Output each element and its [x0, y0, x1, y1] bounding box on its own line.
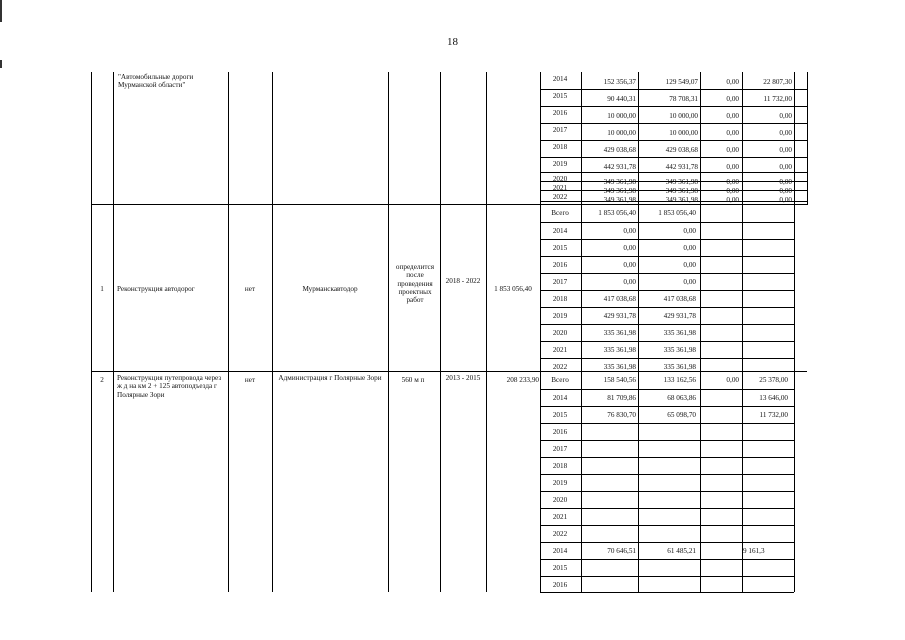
customer-cell: Администрация г Полярные Зори [278, 374, 382, 382]
total-cell: 349 361,98 [603, 196, 636, 204]
year-cell: 2018 [552, 143, 568, 151]
regional-cell: 129 549,07 [665, 78, 698, 86]
total-cell: 76 830,70 [607, 411, 636, 419]
total-cell: 0,00 [623, 278, 636, 286]
row-number: 2 [100, 376, 104, 384]
year-cell: 2020 [552, 175, 568, 183]
regional-cell: 10 000,00 [669, 112, 698, 120]
year-cell: 2022 [552, 193, 568, 201]
grid-hline [540, 559, 794, 560]
year-cell: 2016 [552, 109, 568, 117]
total-cell: 429 038,68 [603, 146, 636, 154]
year-cell: Всего [551, 209, 569, 217]
year-cell: 2017 [552, 445, 568, 453]
grid-vline [228, 72, 229, 592]
other-cell: 13 646,00 [759, 394, 788, 402]
federal-cell: 0,00 [726, 178, 739, 186]
object-name: Реконструкция путепровода через ж д на км 2 + 125 автоподъезда г Полярные Зори [117, 374, 222, 399]
grid-hline [540, 222, 794, 223]
grid-hline [540, 542, 794, 543]
regional-cell: 65 098,70 [667, 411, 696, 419]
regional-cell: 429 038,68 [665, 146, 698, 154]
year-cell: 2015 [552, 92, 568, 100]
year-cell: 2016 [552, 261, 568, 269]
regional-cell: 335 361,98 [663, 329, 696, 337]
grid-hline [540, 406, 794, 407]
regional-cell: 10 000,00 [669, 129, 698, 137]
total-cell: 10 000,00 [607, 112, 636, 120]
grid-hline [540, 324, 794, 325]
grid-hline [540, 491, 794, 492]
federal-cell: 0,00 [726, 129, 739, 137]
regional-cell: 0,00 [683, 227, 696, 235]
total-cell: 70 646,51 [607, 547, 636, 555]
grid-hline [540, 239, 794, 240]
cost-cell: 1 853 056,40 [494, 285, 532, 293]
grid-hline [91, 371, 807, 372]
cost-cell: 208 233,90 [506, 376, 539, 384]
grid-vline [440, 72, 441, 592]
grid-hline [540, 440, 794, 441]
capacity-cell: 560 м п [401, 376, 425, 384]
year-cell: 2022 [552, 363, 568, 371]
other-cell: 0,00 [779, 112, 792, 120]
total-cell: 442 931,78 [603, 163, 636, 171]
year-cell: Всего [551, 376, 569, 384]
other-cell: 22 807,30 [763, 78, 792, 86]
grid-hline [91, 204, 807, 205]
grid-hline [540, 256, 794, 257]
year-cell: 2019 [552, 160, 568, 168]
grid-hline [540, 307, 794, 308]
grid-vline [807, 72, 808, 205]
regional-cell: 133 162,56 [663, 376, 696, 384]
total-cell: 1 853 056,40 [598, 209, 636, 217]
year-cell: 2014 [552, 227, 568, 235]
psd-cell: нет [244, 376, 256, 384]
regional-cell: 61 485,21 [667, 547, 696, 555]
grid-hline [540, 457, 794, 458]
grid-hline [540, 592, 794, 593]
page-number: 18 [447, 36, 458, 48]
grid-vline [91, 72, 92, 592]
federal-cell: 0,00 [726, 187, 739, 195]
total-cell: 158 540,56 [603, 376, 636, 384]
year-cell: 2018 [552, 295, 568, 303]
grid-hline [540, 508, 794, 509]
other-cell: 0,00 [779, 196, 792, 204]
grid-hline [540, 290, 794, 291]
regional-cell: 0,00 [683, 278, 696, 286]
grid-hline [540, 358, 794, 359]
regional-cell: 335 361,98 [663, 363, 696, 371]
total-cell: 335 361,98 [603, 329, 636, 337]
year-cell: 2016 [552, 428, 568, 436]
year-cell: 2022 [552, 530, 568, 538]
grid-vline [794, 72, 795, 592]
grid-hline [540, 474, 794, 475]
total-cell: 335 361,98 [603, 363, 636, 371]
total-cell: 152 356,37 [603, 78, 636, 86]
total-cell: 417 038,68 [603, 295, 636, 303]
customer-cell: Мурманскавтодор [302, 285, 358, 293]
year-cell: 2018 [552, 462, 568, 470]
grid-hline [540, 106, 807, 107]
year-cell: 2020 [552, 329, 568, 337]
total-cell: 10 000,00 [607, 129, 636, 137]
other-cell: 11 732,00 [763, 95, 792, 103]
grid-hline [540, 341, 794, 342]
year-cell: 2014 [552, 394, 568, 402]
year-cell: 2015 [552, 564, 568, 572]
grid-hline [540, 89, 807, 90]
period-cell: 2018 - 2022 [445, 277, 481, 285]
object-name: Реконструкция автодорог [117, 285, 195, 293]
grid-vline [486, 72, 487, 592]
year-cell: 2017 [552, 126, 568, 134]
regional-cell: 349 361,98 [665, 178, 698, 186]
year-cell: 2017 [552, 278, 568, 286]
grid-hline [540, 123, 807, 124]
year-cell: 2015 [552, 244, 568, 252]
grid-vline [272, 72, 273, 592]
federal-cell: 0,00 [726, 95, 739, 103]
regional-cell: 429 931,78 [663, 312, 696, 320]
other-cell: 11 732,00 [759, 411, 788, 419]
federal-cell: 0,00 [726, 146, 739, 154]
regional-cell: 349 361,98 [665, 196, 698, 204]
other-cell: 0,00 [779, 178, 792, 186]
total-cell: 335 361,98 [603, 346, 636, 354]
regional-cell: 0,00 [683, 244, 696, 252]
grid-hline [540, 172, 807, 173]
total-cell: 0,00 [623, 227, 636, 235]
other-cell: 25 378,00 [759, 376, 788, 384]
year-cell: 2014 [552, 75, 568, 83]
federal-cell: 0,00 [726, 112, 739, 120]
grid-hline [540, 273, 794, 274]
regional-cell: 78 708,31 [669, 95, 698, 103]
regional-cell: 349 361,98 [665, 187, 698, 195]
other-cell: 0,00 [779, 129, 792, 137]
year-cell: 2021 [552, 184, 568, 192]
other-cell: 9 161,3 [743, 547, 765, 555]
year-cell: 2020 [552, 496, 568, 504]
total-cell: 349 361,98 [603, 178, 636, 186]
period-cell: 2013 - 2015 [445, 374, 481, 382]
federal-cell: 0,00 [726, 163, 739, 171]
other-cell: 0,00 [779, 187, 792, 195]
year-cell: 2019 [552, 479, 568, 487]
regional-cell: 68 063,86 [667, 394, 696, 402]
federal-cell: 0,00 [726, 78, 739, 86]
grid-vline [388, 72, 389, 592]
psd-cell: нет [244, 285, 256, 293]
grid-hline [540, 140, 807, 141]
other-cell: 0,00 [779, 163, 792, 171]
regional-cell: 0,00 [683, 261, 696, 269]
total-cell: 0,00 [623, 244, 636, 252]
grid-hline [540, 389, 794, 390]
year-cell: 2021 [552, 346, 568, 354]
row-number: 1 [100, 285, 104, 293]
other-cell: 0,00 [779, 146, 792, 154]
regional-cell: 417 038,68 [663, 295, 696, 303]
object-name-prev: "Автомобильные дороги Мурманской области" [118, 73, 194, 90]
regional-cell: 335 361,98 [663, 346, 696, 354]
year-cell: 2019 [552, 312, 568, 320]
year-cell: 2014 [552, 547, 568, 555]
year-cell: 2015 [552, 411, 568, 419]
grid-hline [540, 525, 794, 526]
federal-cell: 0,00 [726, 376, 739, 384]
grid-hline [540, 423, 794, 424]
capacity-cell: определится после проведения проектных работ [395, 263, 435, 305]
total-cell: 81 709,86 [607, 394, 636, 402]
total-cell: 0,00 [623, 261, 636, 269]
regional-cell: 1 853 056,40 [658, 209, 696, 217]
grid-hline [540, 576, 794, 577]
total-cell: 429 931,78 [603, 312, 636, 320]
regional-cell: 442 931,78 [665, 163, 698, 171]
year-cell: 2016 [552, 581, 568, 589]
grid-hline [540, 157, 807, 158]
grid-vline [113, 72, 114, 592]
year-cell: 2021 [552, 513, 568, 521]
total-cell: 90 440,31 [607, 95, 636, 103]
total-cell: 349 361,98 [603, 187, 636, 195]
federal-cell: 0,00 [726, 196, 739, 204]
